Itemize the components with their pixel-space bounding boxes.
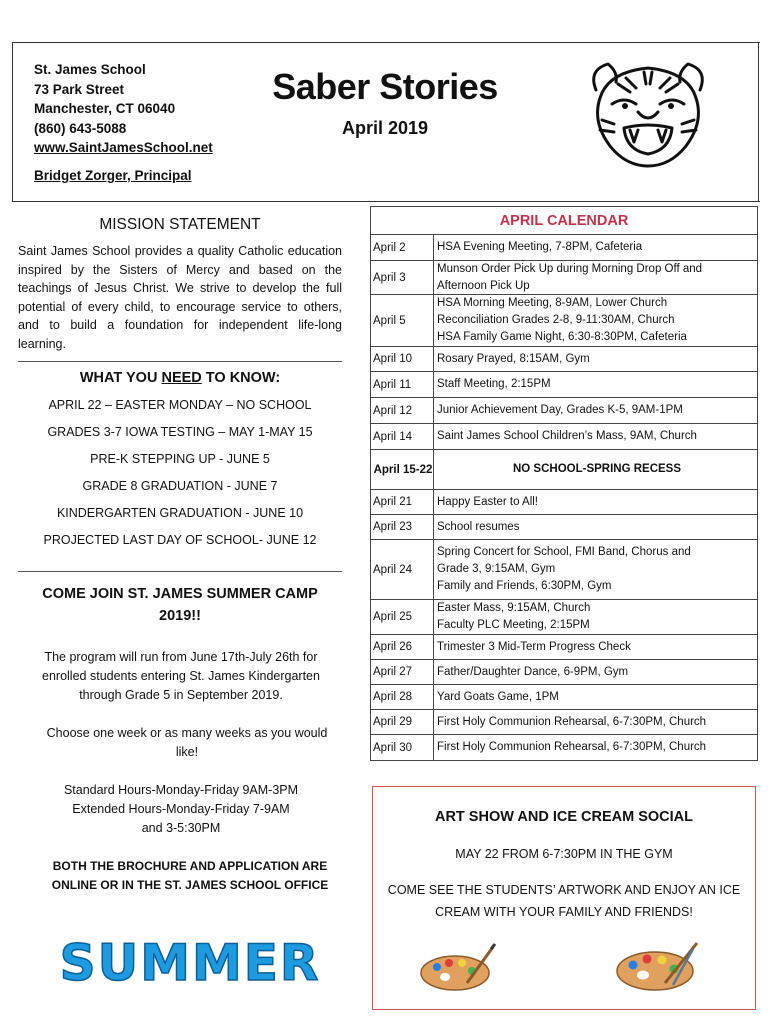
tiger-mascot-icon: [578, 50, 718, 170]
calendar-event: [434, 450, 757, 489]
school-address: [34, 60, 213, 158]
school-street: 73 Park Street: [34, 81, 125, 97]
calendar-event-line: Yard Goats Game, 1PM: [437, 690, 559, 703]
calendar-event-line: Trimester 3 Mid-Term Progress Check: [437, 640, 631, 653]
calendar-date: April 25: [371, 600, 434, 634]
calendar-event: [434, 235, 757, 260]
april-calendar: [370, 206, 758, 761]
calendar-row: [371, 450, 757, 490]
calendar-date: April 3: [371, 261, 434, 294]
calendar-row: [371, 490, 757, 515]
header-bottom-rule: [12, 201, 760, 202]
calendar-date: April 21: [371, 490, 434, 514]
calendar-row: [371, 372, 757, 398]
camp-program: [22, 648, 340, 705]
art-show-date: MAY 22 FROM 6-7:30PM IN THE GYM: [455, 847, 673, 861]
calendar-date: April 5: [371, 295, 434, 346]
calendar-date: April 30: [371, 735, 434, 760]
paint-palette-icon: [613, 939, 703, 993]
calendar-row: [371, 710, 757, 735]
calendar-row: [371, 735, 757, 760]
camp-hours-line: and 3-5:30PM: [141, 821, 221, 835]
calendar-event-line: School resumes: [437, 520, 520, 533]
camp-title-line: 2019!!: [159, 608, 201, 624]
school-name: St. James School: [34, 62, 146, 77]
calendar-event: [434, 295, 757, 346]
need-item: KINDERGARTEN GRADUATION - JUNE 10: [56, 506, 304, 520]
camp-brochure-line: BOTH THE BROCHURE AND APPLICATION ARE: [52, 859, 328, 873]
need-item: PROJECTED LAST DAY OF SCHOOL- JUNE 12: [43, 533, 317, 547]
calendar-event: [434, 635, 757, 659]
need-item: PRE-K STEPPING UP - JUNE 5: [90, 452, 270, 466]
principal-name: Bridget Zorger, Principal: [34, 168, 192, 183]
calendar-date: April 10: [371, 347, 434, 371]
calendar-date: April 12: [371, 398, 434, 423]
school-phone: (860) 643-5088: [34, 120, 127, 136]
calendar-row: [371, 540, 757, 600]
camp-hours-line: Extended Hours-Monday-Friday 7-9AM: [72, 802, 290, 816]
calendar-event-line: HSA Evening Meeting, 7-8PM, Cafeteria: [437, 241, 643, 253]
need-item: GRADES 3-7 IOWA TESTING – MAY 1-MAY 15: [47, 425, 313, 439]
calendar-event-line: First Holy Communion Rehearsal, 6-7:30PM, Church: [437, 741, 707, 753]
camp-hours: [22, 781, 340, 838]
calendar-row: [371, 398, 757, 424]
calendar-row: [371, 635, 757, 660]
camp-hours-line: Standard Hours-Monday-Friday 9AM-3PM: [63, 783, 299, 797]
need-title-underlined: NEED: [161, 370, 202, 386]
calendar-row: [371, 424, 757, 450]
need-title-pre: WHAT YOU: [79, 370, 162, 386]
camp-brochure-line: ONLINE OR IN THE ST. JAMES SCHOOL OFFICE: [51, 878, 329, 892]
camp-brochure: [34, 857, 346, 895]
calendar-event: [434, 261, 757, 294]
need-to-know-title: [18, 370, 342, 386]
calendar-date: April 23: [371, 515, 434, 539]
calendar-event-line: HSA Family Game Night, 6:30-8:30PM, Cafeteria: [437, 331, 687, 343]
mission-divider: [18, 361, 342, 362]
calendar-date: April 29: [371, 710, 434, 734]
mission-title: MISSION STATEMENT: [99, 216, 261, 233]
calendar-row: [371, 261, 757, 295]
camp-choose: [22, 724, 352, 762]
calendar-event-line: Junior Achievement Day, Grades K-5, 9AM-1PM: [437, 404, 683, 416]
calendar-event: [434, 660, 757, 684]
header-top-rule: [12, 42, 760, 43]
calendar-event: [434, 347, 757, 371]
calendar-row: [371, 600, 757, 635]
calendar-event: [434, 540, 757, 599]
art-show-title: ART SHOW AND ICE CREAM SOCIAL: [434, 809, 694, 825]
calendar-date: April 26: [371, 635, 434, 659]
header-right-rule: [758, 42, 759, 202]
summer-banner: [40, 930, 340, 990]
camp-program-line: through Grade 5 in September 2019.: [79, 688, 283, 702]
camp-title-line: COME JOIN ST. JAMES SUMMER CAMP: [42, 586, 318, 602]
calendar-title: APRIL CALENDAR: [371, 207, 757, 235]
calendar-event-line: HSA Morning Meeting, 8-9AM, Lower Church: [437, 297, 668, 309]
calendar-event-line: Reconciliation Grades 2-8, 9-11:30AM, Church: [437, 314, 675, 326]
calendar-event: [434, 685, 757, 709]
summer-banner-text: SUMMER: [59, 934, 321, 990]
camp-choose-line: Choose one week or as many weeks as you would: [46, 726, 328, 740]
header-left-rule: [12, 42, 13, 202]
camp-program-line: The program will run from June 17th-July 26th for: [44, 650, 318, 664]
calendar-date: April 11: [371, 372, 434, 397]
calendar-event: [434, 424, 757, 449]
calendar-row: [371, 685, 757, 710]
calendar-event-line: Family and Friends, 6:30PM, Gym: [437, 580, 612, 592]
calendar-event: [434, 398, 757, 423]
calendar-event: [434, 372, 757, 397]
need-item: GRADE 8 GRADUATION - JUNE 7: [82, 479, 278, 493]
calendar-event-line: Afternoon Pick Up: [437, 279, 530, 292]
newsletter-title: Saber Stories: [272, 66, 498, 107]
calendar-row: [371, 660, 757, 685]
calendar-event-line: Spring Concert for School, FMI Band, Chorus and: [437, 546, 691, 558]
calendar-date: April 2: [371, 235, 434, 260]
school-city: Manchester, CT 06040: [34, 101, 176, 116]
calendar-event-line: Saint James School Children’s Mass, 9AM, Church: [437, 430, 697, 442]
calendar-event-line: Grade 3, 9:15AM, Gym: [437, 563, 556, 575]
calendar-event-line: Rosary Prayed, 8:15AM, Gym: [437, 352, 590, 365]
calendar-event-line: NO SCHOOL-SPRING RECESS: [512, 463, 682, 475]
camp-title: [18, 583, 342, 627]
paint-palette-icon: [417, 943, 497, 993]
school-website-link[interactable]: www.SaintJamesSchool.net: [34, 140, 213, 155]
calendar-event: [434, 515, 757, 539]
art-show-text-line: CREAM WITH YOUR FAMILY AND FRIENDS!: [435, 905, 693, 919]
art-show-box: [372, 786, 756, 1010]
calendar-event-line: First Holy Communion Rehearsal, 6-7:30PM, Church: [437, 715, 707, 728]
calendar-row: [371, 515, 757, 540]
mission-text: Saint James School provides a quality Catholic education inspired by the Sisters of Mercy and based on the teachings of Jesus Christ. We strive to develop the full potential of every child, to encourage service to others, and to build a foundation for independent life-long learning.: [18, 244, 342, 351]
camp-program-line: enrolled students entering St. James Kindergarten: [42, 669, 320, 683]
calendar-date: April 15-22: [371, 450, 434, 489]
newsletter-issue: April 2019: [341, 118, 429, 138]
camp-choose-line: like!: [175, 745, 199, 759]
calendar-event: [434, 710, 757, 734]
need-item: APRIL 22 – EASTER MONDAY – NO SCHOOL: [48, 398, 312, 412]
calendar-event-line: Happy Easter to All!: [437, 495, 538, 508]
calendar-row: [371, 235, 757, 261]
art-show-text: [383, 879, 745, 923]
camp-divider: [18, 571, 342, 572]
calendar-row: [371, 295, 757, 347]
calendar-event: [434, 735, 757, 760]
calendar-date: April 28: [371, 685, 434, 709]
calendar-row: [371, 347, 757, 372]
art-show-text-line: COME SEE THE STUDENTS’ ARTWORK AND ENJOY AN ICE: [387, 883, 741, 897]
calendar-event-line: Faculty PLC Meeting, 2:15PM: [437, 619, 590, 631]
calendar-event-line: Staff Meeting, 2:15PM: [437, 378, 551, 390]
calendar-event: [434, 600, 757, 634]
calendar-event-line: Easter Mass, 9:15AM, Church: [437, 602, 591, 614]
calendar-date: April 14: [371, 424, 434, 449]
calendar-date: April 24: [371, 540, 434, 599]
calendar-event-line: Munson Order Pick Up during Morning Drop Off and: [437, 262, 703, 275]
calendar-event: [434, 490, 757, 514]
calendar-date: April 27: [371, 660, 434, 684]
need-title-post: TO KNOW:: [201, 370, 281, 386]
calendar-event-line: Father/Daughter Dance, 6-9PM, Gym: [437, 665, 629, 678]
